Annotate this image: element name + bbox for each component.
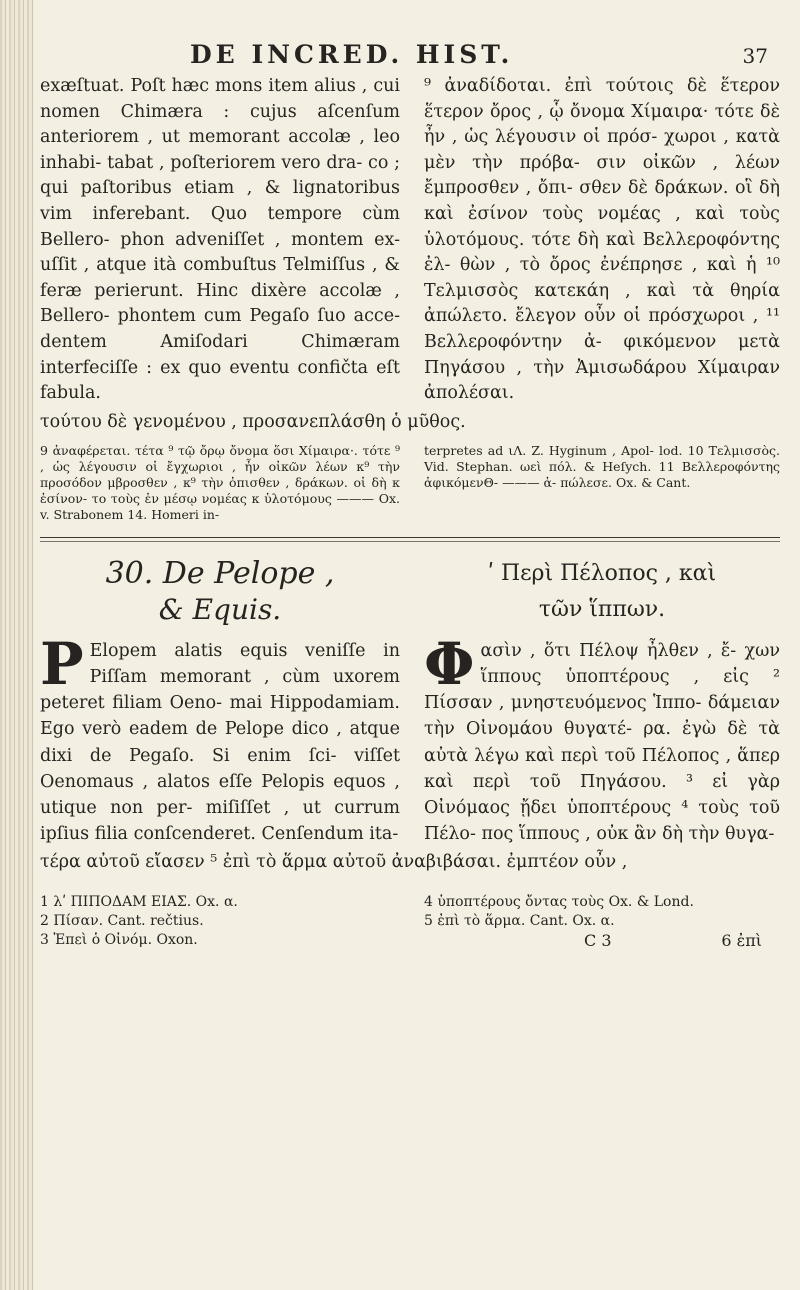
footnote: 1 λʹ ΠΙΠΟΔΑΜ ΕΙΑΣ. Ox. α.: [40, 894, 238, 911]
footnote: 4 ὑποπτέρους ὄντας τοὺς Ox. & Lond.: [424, 894, 694, 911]
book-binding-edge: [0, 0, 34, 1290]
greek-full-width-line-2: τέρα αὐτοῦ εἴασεν ⁵ ἐπὶ τὸ ἅρμα αὐτοῦ ἀναβιβάσαι. ἐμπτέον οὖν ,: [40, 852, 628, 873]
section-2-columns: [40, 556, 780, 848]
running-title: DE INCRED. HIST.: [190, 40, 514, 69]
running-head: [40, 40, 780, 74]
section-subheading-latin: & Equis.: [158, 592, 282, 626]
section-heading-latin: 30. De Pelope ,: [105, 555, 335, 591]
signature-line: [424, 931, 780, 953]
latin-paragraph-2: P Elopem alatis equis veniſſe in Piſſam memorant , cùm uxorem peteret filiam Oeno- mai Hippodamiam. Ego verò eadem de Pelope dico , atque dixi de Pegaſo. Si enim ſci- viſſet Oenomaus , alatos eſſe Pelopis equos , utique non per- miſiſſet , ut currum ipſius filia conſcenderet. Cenſendum ita-: [40, 629, 400, 845]
page-number: 37: [742, 44, 768, 68]
footnote: 5 ἐπὶ τὸ ἅρμα. Cant. Ox. α.: [424, 913, 615, 930]
footnote: 2 Πίσαν. Cant. rečtius.: [40, 913, 204, 930]
drop-cap-greek: Φ: [424, 629, 475, 698]
catchword: 6 ἐπὶ: [721, 931, 762, 951]
latin-column: [40, 74, 400, 407]
greek-full-width-line: τούτου δὲ γενομένου , προσανεπλάσθη ὁ μῦθος.: [40, 411, 466, 432]
section-heading-greek: ʹ Περὶ Πέλοπος , καὶ: [487, 560, 717, 586]
latin-paragraph: exæſtuat. Poſt hæc mons item alius , cui nomen Chimæra : cujus aſcenſum anteriorem , ut memorant accolæ , leo inhabi- tabat , poſteriorem vero dra- co ; qui paſtoribus etiam , & lignatoribus vim inferebant. Quo tempore cùm Bellero- phon adveniſſet , montem ex- uſſit , atque ità combuſtus Telmiſſus , & feræ perierunt. Hinc dixère accolæ , Bellero- phontem cum Pegaſo ſuo acce- dentem Amiſodari Chimæram interfeciſſe : ex quo eventu confičta eſt fabula.: [40, 76, 400, 404]
greek-paragraph-2: Φ ασὶν , ὅτι Πέλοψ ἦλθεν , ἔ- χων ἵππους ὑποπτέρους , εἰς ² Πίσσαν , μνηστευόμενος Ἱππο- δάμειαν τὴν Οἰνομάου θυγατέ- ρα. ἐγὼ δὲ τὰ αὐτὰ λέγω καὶ περὶ τοῦ Πέλοπος , ἅπερ καὶ περὶ τοῦ Πηγάσου. ³ εἰ γὰρ Οἰνόμαος ᾔδει ὑποπτέρους ⁴ τοὺς τοῦ Πέλο- πος ἵππους , οὐκ ἂν δὴ τὴν θυγα-: [424, 629, 780, 845]
section-1-columns: [40, 74, 780, 407]
drop-cap-latin: P: [40, 629, 84, 698]
latin-column-2: [40, 556, 400, 848]
note-left: 9 ἀναφέρεται. τέτα ⁹ τῷ ὄρῳ ὄνομα ὅσι Χίμαιρα·. τότε ⁹ , ὡς λέγουσιν οἱ ἔγχωριοι , ἦν οἰκῶν λέων κ⁹ τὴν προσόδον μβροσθεν , κ⁹ τὴν ὀπισθεν , δράκων. οἱ δὴ κ ἐσίνον- το τοὺς ἐν μέσῳ νομέας κ ὑλοτόμους ——— Ox. v. Strabonem 14. Homeri in-: [40, 442, 400, 522]
section-divider: [40, 537, 780, 538]
greek-column-2: [424, 556, 780, 848]
section-1-notes: [40, 443, 780, 523]
printer-signature: C 3: [584, 931, 612, 951]
greek-column: [424, 74, 780, 407]
section-subheading-greek: τῶν ἵππων.: [538, 596, 666, 622]
greek-paragraph: ⁹ ἀναδίδοται. ἐπὶ τούτοις δὲ ἕτερον ἕτερον ὄρος , ᾧ ὄνομα Χίμαιρα· τότε δὲ ἦν , ὡς λέγουσιν οἱ πρόσ- χωροι , κατὰ μὲν τὴν πρόβα- σιν οἰκῶν , λέων ἔμπροσθεν , ὄπι- σθεν δὲ δράκων. οἳ δὴ καὶ ἐσίνον τοὺς νομέας , καὶ τοὺς ὑλοτόμους. τότε δὴ καὶ Βελλεροφόντης ἐλ- θὼν , τὸ ὄρος ἐνέπρησε , καὶ ἡ ¹⁰ Τελμισσὸς κατεκάη , καὶ τὰ θηρία ἀπώλετο. ἔλεγον οὖν οἱ πρόσχωροι , ¹¹ Βελλεροφόντην ἀ- φικόμενον μετὰ Πηγάσου , τὴν Ἀμισωδάρου Χίμαιραν ἀπολέσαι.: [424, 76, 780, 404]
footnote: 3 Ἐπεὶ ὁ Οἰνόμ. Oxon.: [40, 932, 198, 949]
book-page: [40, 40, 780, 953]
note-right: terpretes ad ιΛ. Z. Hyginum , Apol- lod. 10 Τελμισσὸς. Vid. Stephan. ωεὶ πόλ. & Heſych. 11 Βελλεροφόντης ἀφικόμενΘ- ——— ἀ- πώλεσε. Ox. & Cant.: [424, 442, 780, 490]
section-divider-thin: [40, 541, 780, 542]
section-2-footnotes: [40, 893, 780, 953]
